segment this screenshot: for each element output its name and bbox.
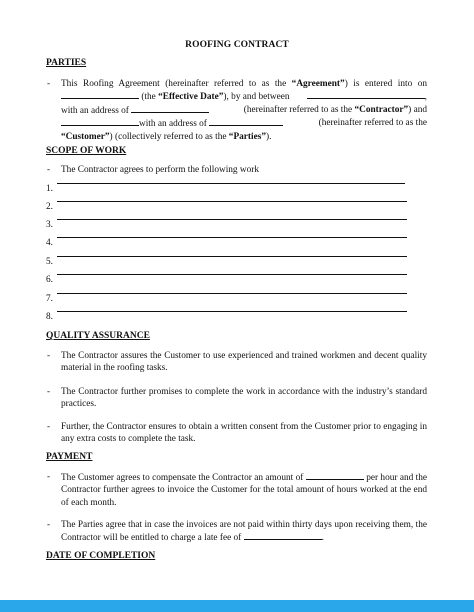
scope-item-number: 5. — [46, 257, 53, 267]
bullet: - — [47, 351, 51, 361]
scope-item-number: 4. — [46, 238, 53, 248]
scope-item-number: 3. — [46, 220, 53, 230]
bullet: - — [47, 472, 51, 482]
scope-item-number: 2. — [46, 202, 53, 212]
contractor-address-blank[interactable] — [131, 104, 209, 113]
payment-heading: PAYMENT — [46, 452, 93, 462]
quality-heading: QUALITY ASSURANCE — [46, 331, 150, 341]
bullet: - — [47, 520, 51, 530]
scope-item-line[interactable] — [57, 293, 407, 294]
scope-item-line[interactable] — [57, 219, 407, 220]
payment-paragraph-1: The Customer agrees to compensate the Contractor an amount of per hour and the Contractor further agrees to invoice the Customer for the total amount of hours worked at the end of each month. — [61, 473, 428, 508]
late-fee-blank[interactable] — [244, 531, 322, 540]
scope-item-number: 6. — [46, 275, 53, 285]
parties-paragraph: This Roofing Agreement (hereinafter referred to as the “Agreement”) is entered into on (the “Effective Date”), by and between , with an address of (hereinafter referred to as the “Contractor”) and with an address of (hereinafter referred to as the “Customer”) (collectively referred to as the “Parties”). — [61, 79, 427, 142]
completion-heading: DATE OF COMPLETION — [46, 551, 156, 561]
bullet: - — [47, 387, 51, 397]
scope-intro: The Contractor agrees to perform the following work — [61, 165, 260, 175]
payment-paragraph-2: The Parties agree that in case the invoices are not paid within thirty days upon receiving them, the Contractor will be entitled to charge a late fee of . — [61, 520, 427, 544]
quality-paragraph-2: The Contractor further promises to complete the work in accordance with the industry’s standard practices. — [61, 387, 427, 410]
document-title: ROOFING CONTRACT — [185, 40, 289, 50]
hourly-rate-blank[interactable] — [306, 471, 364, 480]
party-two-blank[interactable] — [61, 117, 139, 126]
bullet: - — [47, 165, 51, 175]
quality-paragraph-3: Further, the Contractor ensures to obtain a written consent from the Customer prior to engaging in any extra costs to complete the task. — [61, 422, 427, 445]
scope-item-line[interactable] — [57, 256, 407, 257]
scope-item-number: 7. — [46, 294, 53, 304]
scope-item-number: 8. — [46, 312, 53, 322]
bullet: - — [47, 79, 51, 89]
scope-item-line[interactable] — [57, 201, 407, 202]
scope-item-number: 1. — [46, 184, 53, 194]
quality-paragraph-1: The Contractor assures the Customer to use experienced and trained workmen and decent quality material in the roofing tasks. — [61, 351, 427, 374]
bullet: - — [47, 422, 51, 432]
customer-address-blank[interactable] — [209, 117, 283, 126]
bottom-accent-bar — [0, 600, 474, 612]
scope-item-line[interactable] — [57, 237, 407, 238]
scope-item-line[interactable] — [57, 274, 407, 275]
scope-heading: SCOPE OF WORK — [46, 146, 127, 156]
party-one-blank[interactable] — [307, 90, 425, 99]
scope-item-line[interactable] — [57, 311, 407, 312]
date-blank[interactable] — [61, 90, 139, 99]
parties-heading: PARTIES — [46, 58, 87, 68]
scope-item-line[interactable] — [57, 183, 405, 184]
